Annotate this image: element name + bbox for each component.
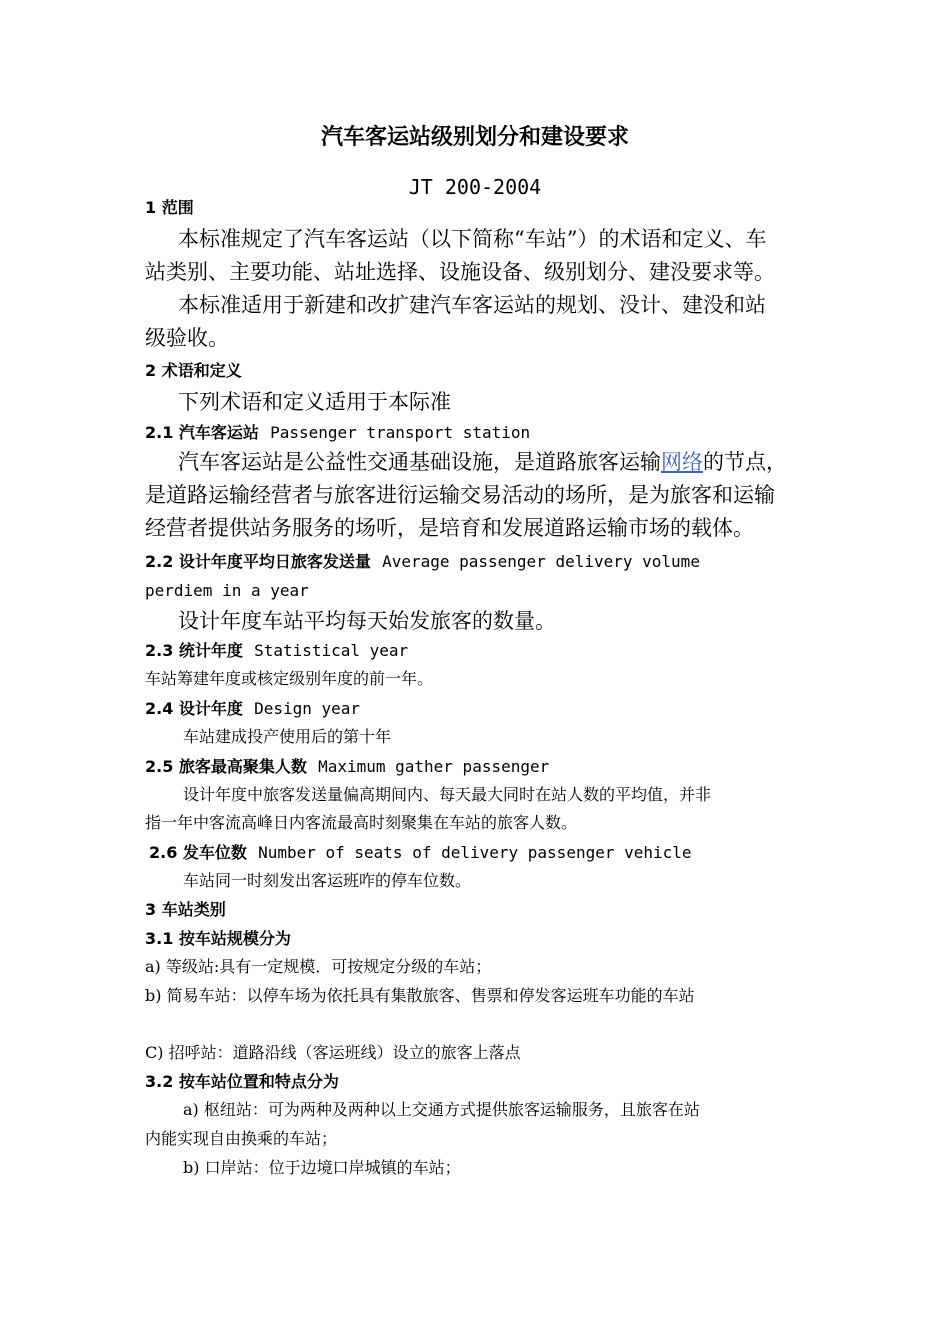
term-english: Number of seats of delivery passenger vehicle [258, 843, 692, 862]
paragraph-line: 设计年度车站平均每天始发旅客的数量。 [178, 609, 556, 633]
section-2-heading: 2 术语和定义 [145, 361, 242, 380]
term-number: 2.3 统计年度 [145, 641, 243, 660]
text-run: 汽车客运站是公益性交通基础设施，是道路旅客运输 [178, 450, 661, 474]
standard-code: JT 200-2004 [408, 175, 542, 199]
term-english: Design year [254, 699, 361, 718]
text-run: 的节点， [703, 450, 787, 474]
subsection-3-1-heading: 3.1 按车站规模分为 [145, 929, 291, 948]
term-number: 2.6 发车位数 [149, 843, 247, 862]
term-number: 2.1 汽车客运站 [145, 423, 259, 442]
list-item: b) 口岸站：位于边境口岸城镇的车站； [183, 1158, 461, 1177]
term-2-4-heading [145, 701, 360, 717]
paragraph-line [178, 452, 787, 473]
term-2-1-heading [145, 425, 530, 441]
subsection-3-2-heading: 3.2 按车站位置和特点分为 [145, 1072, 339, 1091]
term-2-6-heading [149, 845, 692, 861]
paragraph-line: 车站筹建年度或核定级别年度的前一年。 [145, 669, 434, 688]
paragraph-line: 车站建成投产使用后的第十年 [183, 727, 392, 746]
term-2-3-heading [145, 643, 408, 659]
network-link[interactable]: 网络 [661, 450, 703, 474]
list-item-cont: 内能实现自由换乘的车站； [145, 1129, 338, 1148]
term-2-2-heading [145, 554, 700, 570]
paragraph-line: 车站同一时刻发出客运班咋的停车位数。 [183, 871, 472, 890]
term-english: Statistical year [254, 641, 409, 660]
term-english: perdiem in a year [145, 581, 309, 600]
paragraph-line: 级验收。 [145, 326, 229, 350]
term-number: 2.5 旅客最高聚集人数 [145, 757, 307, 776]
list-item: b) 简易车站：以停车场为依托具有集散旅客、售票和停发客运班车功能的车站 [145, 986, 695, 1005]
section-1-heading: 1 范围 [145, 198, 194, 217]
paragraph-line: 本标准适用于新建和改扩建汽车客运站的规划、没计、建没和站 [178, 293, 766, 317]
list-item: a) 等级站:具有一定规模．可按规定分级的车站； [145, 957, 492, 976]
document-title: 汽车客运站级别划分和建设要求 [320, 124, 629, 150]
list-item: a) 枢纽站：可为两种及两种以上交通方式提供旅客运输服务，且旅客在站 [183, 1100, 700, 1119]
term-2-5-heading [145, 759, 549, 775]
term-english: Maximum gather passenger [318, 757, 550, 776]
paragraph-line: 本标准规定了汽车客运站（以下简称“车站”）的术语和定义、车 [178, 227, 767, 251]
term-2-2-heading-cont [145, 583, 309, 599]
paragraph-line: 指一年中客流高峰日内客流最高时刻聚集在车站的旅客人数。 [145, 813, 578, 832]
term-english: Passenger transport station [270, 423, 531, 442]
paragraph-line: 下列术语和定义适用于本际准 [178, 390, 451, 414]
term-number: 2.4 设计年度 [145, 699, 243, 718]
list-item: C) 招呼站：道路沿线（客运班线）设立的旅客上落点 [145, 1043, 521, 1062]
term-number: 2.2 设计年度平均日旅客发送量 [145, 552, 371, 571]
paragraph-line: 是道路运输经营者与旅客进衍运输交易活动的场所，是为旅客和运输 [145, 483, 775, 507]
term-english: Average passenger delivery volume [382, 552, 700, 571]
paragraph-line: 经营者提供站务服务的场听，是培育和发展道路运输市场的载体。 [145, 516, 754, 540]
paragraph-line: 设计年度中旅客发送量偏高期间内、每天最大同时在站人数的平均值，并非 [183, 785, 712, 804]
paragraph-line: 站类别、主要功能、站址选择、设施设备、级别划分、建没要求等。 [145, 260, 775, 284]
section-3-heading: 3 车站类别 [145, 900, 226, 919]
